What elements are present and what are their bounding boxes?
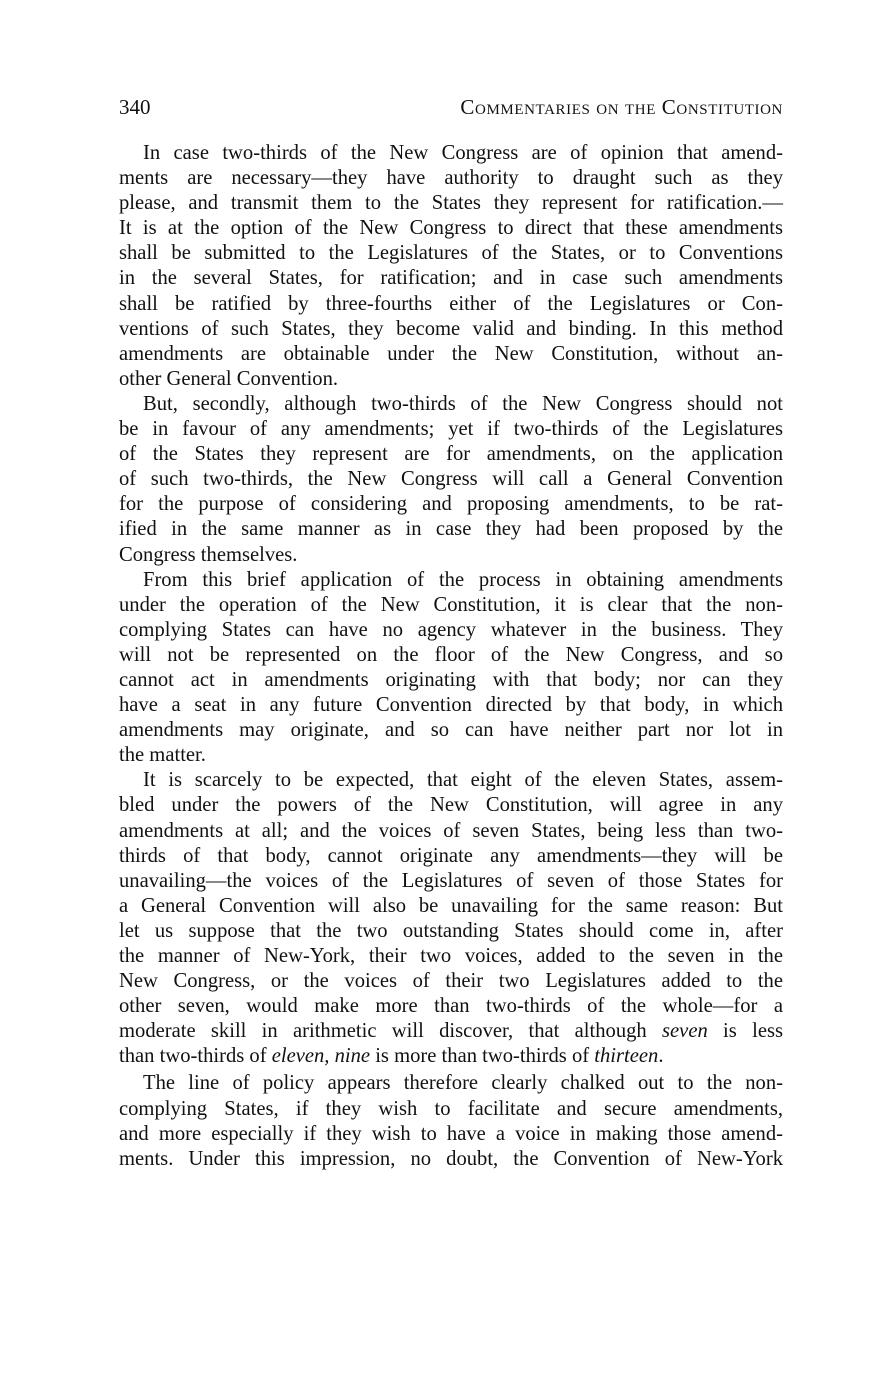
text-segment: . xyxy=(658,1045,664,1068)
text-line: under the operation of the New Constitution, it is clear that the non- xyxy=(119,593,783,616)
italic-word: seven xyxy=(662,1020,708,1043)
text-line: The line of policy appears therefore clearly chalked out to the non- xyxy=(143,1072,783,1095)
text-line: shall be submitted to the Legislatures of the States, or to Conventions xyxy=(119,242,783,265)
text-line: complying States can have no agency whatever in the business. They xyxy=(119,618,783,641)
text-line: ventions of such States, they become valid and binding. In this method xyxy=(119,317,783,340)
text-line: of the States they represent are for amendments, on the application xyxy=(119,443,783,466)
text-line: please, and transmit them to the States they represent for ratification.— xyxy=(119,192,783,215)
text-line: for the purpose of considering and proposing amendments, to be rat- xyxy=(119,493,783,516)
text-line: New Congress, or the voices of their two Legislatures added to the xyxy=(119,970,783,993)
page-number: 340 xyxy=(119,95,151,119)
text-segment: is more than two-thirds of xyxy=(370,1045,595,1068)
text-line: be in favour of any amendments; yet if two-thirds of the Legislatures xyxy=(119,418,783,441)
text-line: have a seat in any future Convention directed by that body, in which xyxy=(119,694,783,717)
text-line: a General Convention will also be unavailing for the same reason: But xyxy=(119,894,783,917)
text-line: shall be ratified by three-fourths either of the Legislatures or Con- xyxy=(119,292,783,315)
running-title: Commentaries on the Constitution xyxy=(460,95,783,119)
text-line: ments are necessary—they have authority to draught such as they xyxy=(119,167,783,190)
text-line: It is at the option of the New Congress to direct that these amendments xyxy=(119,217,783,240)
paragraph-2 xyxy=(119,392,783,568)
text-line: amendments are obtainable under the New Constitution, without an- xyxy=(119,342,783,365)
text-line: the manner of New-York, their two voices, added to the seven in the xyxy=(119,945,783,967)
text-segment: than two-thirds of xyxy=(119,1045,272,1068)
text-line: cannot act in amendments originating with that body; nor can they xyxy=(119,668,783,691)
text-line: of such two-thirds, the New Congress will call a General Convention xyxy=(119,468,783,491)
italic-word: thirteen xyxy=(594,1045,659,1068)
text-line-with-italic xyxy=(119,1019,783,1044)
text-line: and more especially if they wish to have a voice in making those amend- xyxy=(119,1122,783,1145)
text-line: Congress themselves. xyxy=(119,543,298,566)
text-line: It is scarcely to be expected, that eight of the eleven States, assem- xyxy=(143,769,783,792)
text-line: other seven, would make more than two-thirds of the whole—for a xyxy=(119,995,783,1018)
text-line: amendments may originate, and so can have neither part nor lot in xyxy=(119,719,783,742)
text-line: From this brief application of the process in obtaining amendments xyxy=(143,568,783,591)
body-text xyxy=(119,141,783,1172)
text-line: thirds of that body, cannot originate any amendments—they will be xyxy=(119,844,783,867)
paragraph-3 xyxy=(119,568,783,769)
text-line: the matter. xyxy=(119,744,206,767)
paragraph-1 xyxy=(119,141,783,392)
text-line: But, secondly, although two-thirds of the New Congress should not xyxy=(143,392,783,415)
text-line: amendments at all; and the voices of seven States, being less than two- xyxy=(119,819,783,842)
text-line: unavailing—the voices of the Legislatures of seven of those States for xyxy=(119,869,783,892)
text-line: let us suppose that the two outstanding States should come in, after xyxy=(119,919,783,942)
running-head xyxy=(119,92,783,122)
text-line: will not be represented on the floor of the New Congress, and so xyxy=(119,643,783,666)
text-line: In case two-thirds of the New Congress are of opinion that amend- xyxy=(143,142,783,164)
text-line: bled under the powers of the New Constitution, will agree in any xyxy=(119,794,783,817)
text-line: in the several States, for ratification; and in case such amendments xyxy=(119,267,783,290)
text-segment: moderate skill in arithmetic will discover, that although xyxy=(119,1020,663,1043)
text-line: complying States, if they wish to facilitate and secure amendments, xyxy=(119,1097,783,1120)
text-segment: is less xyxy=(707,1020,783,1043)
paragraph-4 xyxy=(119,768,783,1069)
text-line: ified in the same manner as in case they had been proposed by the xyxy=(119,518,783,541)
paragraph-5 xyxy=(119,1071,783,1171)
text-line: other General Convention. xyxy=(119,367,339,390)
text-line-with-italic xyxy=(119,1044,783,1069)
italic-word: eleven, nine xyxy=(271,1045,371,1068)
text-line: ments. Under this impression, no doubt, the Convention of New-York xyxy=(119,1147,783,1170)
